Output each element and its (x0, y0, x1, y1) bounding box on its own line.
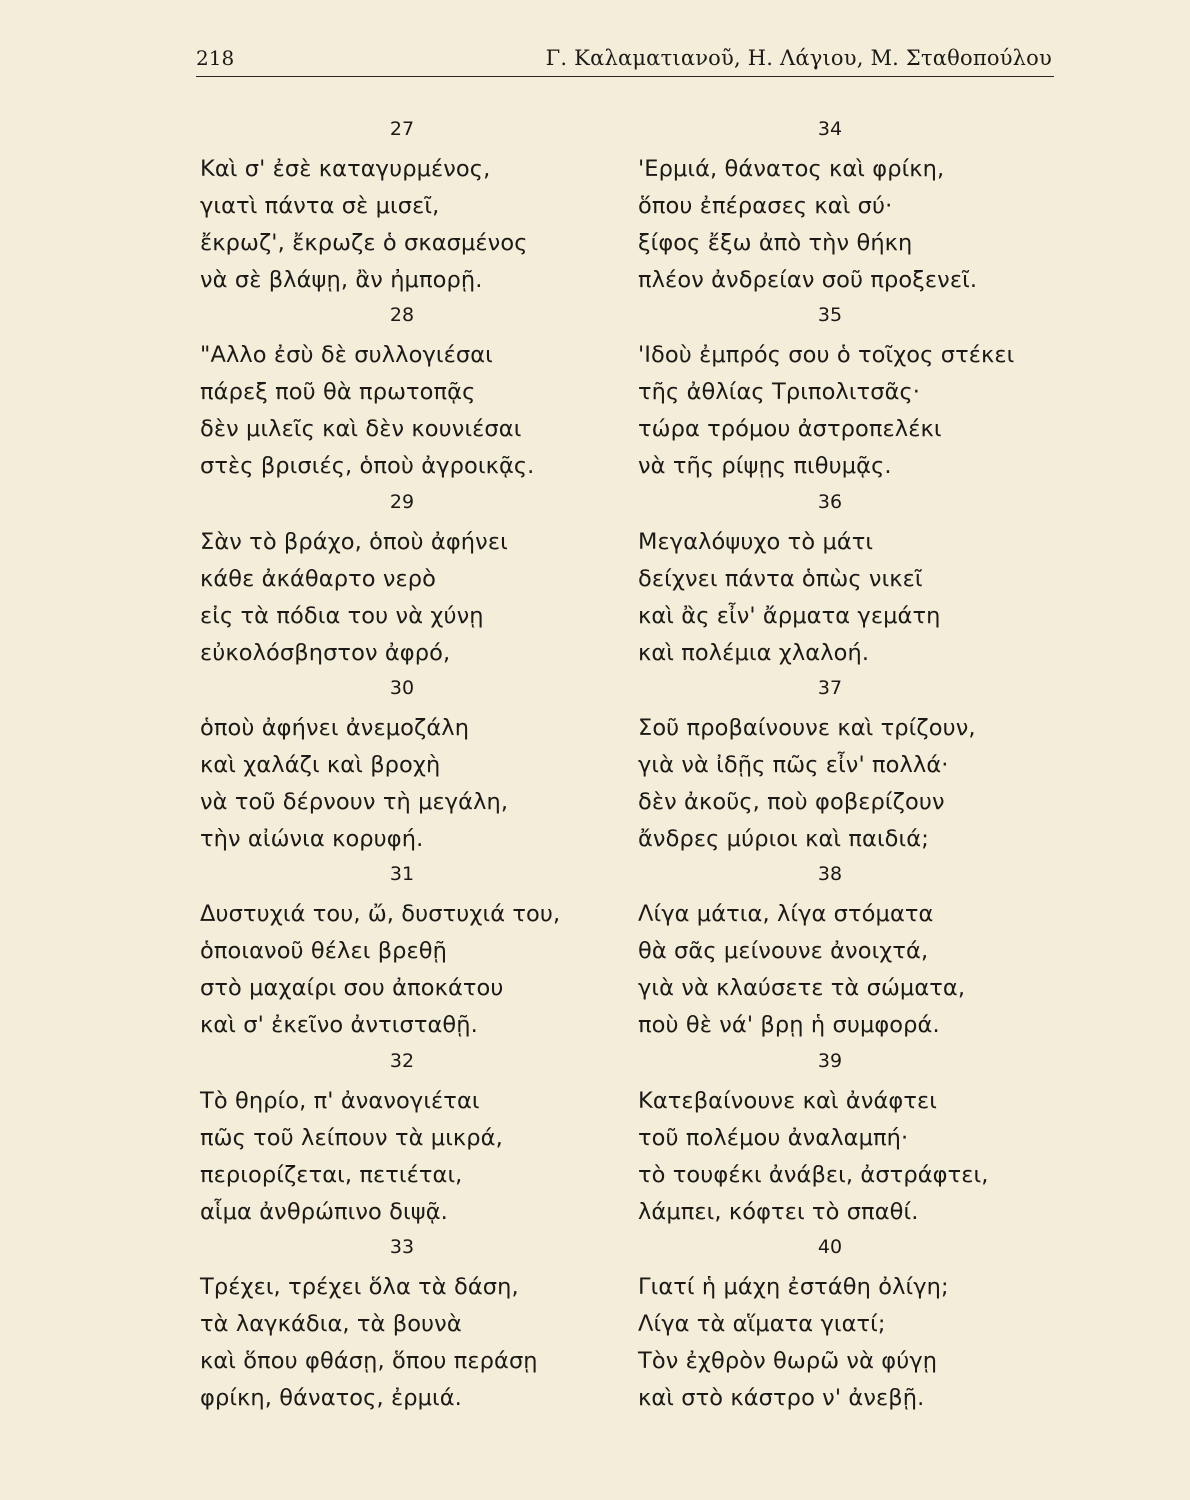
stanza-number: 33 (389, 1235, 415, 1258)
verse-line: πάρεξ ποῦ θὰ πρωτοπᾷς (200, 379, 476, 406)
stanza-number: 40 (817, 1235, 843, 1258)
stanza-number: 38 (817, 863, 843, 886)
verse-line: Τὸν ἐχθρὸν θωρῶ νὰ φύγῃ (638, 1347, 938, 1374)
verse-line: Σὰν τὸ βράχο, ὁποὺ ἀφήνει (200, 528, 508, 555)
verse-line: θὰ σᾶς μείνουνε ἀνοιχτά, (638, 938, 929, 965)
verse-line: τὰ λαγκάδια, τὰ βουνὰ (200, 1310, 462, 1337)
verse-line: τὴν αἰώνια κορυφή. (200, 825, 424, 852)
verse-line: καὶ ὅπου φθάσῃ, ὅπου περάσῃ (200, 1347, 538, 1374)
verse-line: ἄνδρες μύριοι καὶ παιδιά; (638, 825, 929, 852)
verse-line: ἔκρωζ', ἔκρωζε ὁ σκασμένος (200, 230, 528, 256)
verse-line: νὰ τοῦ δέρνουν τὴ μεγάλη, (200, 788, 509, 815)
verse-line: λάμπει, κόφτει τὸ σπαθί. (638, 1198, 919, 1225)
verse-line: αἷμα ἀνθρώπινο διψᾷ. (200, 1198, 448, 1225)
verse-line: εὐκολόσβηστον ἀφρό, (200, 639, 451, 666)
verse-line: δὲν ἀκοῦς, ποὺ φοβερίζουν (638, 788, 945, 815)
verse-line: Γιατί ἡ μάχη ἐστάθη ὀλίγη; (638, 1273, 949, 1300)
stanza-number: 31 (389, 863, 415, 886)
verse-line: Μεγαλόψυχο τὸ μάτι (638, 528, 874, 555)
verse-line: δείχνει πάντα ὁπὼς νικεῖ (638, 565, 923, 592)
stanza-number: 27 (389, 118, 415, 140)
stanza-number: 28 (389, 304, 415, 327)
verse-line: Σοῦ προβαίνουνε καὶ τρίζουν, (638, 714, 976, 741)
verse-line: κάθε ἀκάθαρτο νερὸ (200, 565, 437, 592)
verse-line: Λίγα τὰ αἵματα γιατί; (638, 1310, 886, 1337)
verse-line: Καὶ σ' ἐσὲ καταγυρμένος, (200, 156, 491, 182)
stanza-number: 37 (817, 676, 843, 699)
verse-line: Δυστυχιά του, ὤ, δυστυχιά του, (200, 901, 561, 928)
verse-line: τὸ τουφέκι ἀνάβει, ἀστράφτει, (638, 1161, 989, 1188)
stanza-number: 32 (389, 1049, 415, 1072)
verse-line: πλέον ἀνδρείαν σοῦ προξενεῖ. (638, 267, 978, 293)
stanza-number: 39 (817, 1049, 843, 1072)
verse-line: εἰς τὰ πόδια του νὰ χύνῃ (200, 602, 484, 629)
running-title: Γ. Καλαματιανοῦ, Η. Λάγιου, Μ. Σταθοπούλου (545, 46, 1052, 70)
verse-line: καὶ σ' ἐκεῖνο ἀντισταθῇ. (200, 1012, 478, 1039)
verse-line: ὁποὺ ἀφήνει ἀνεμοζάλη (200, 714, 470, 741)
verse-line: περιορίζεται, πετιέται, (200, 1161, 463, 1188)
stanza-number: 29 (389, 490, 415, 513)
verse-line: ποὺ θὲ νά' βρῃ ἡ συμφορά. (638, 1012, 940, 1039)
verse-line: γιὰ νὰ κλαύσετε τὰ σώματα, (638, 975, 966, 1002)
verse-line: Τρέχει, τρέχει ὅλα τὰ δάση, (200, 1273, 519, 1300)
verse-line: τοῦ πολέμου ἀναλαμπή· (638, 1124, 909, 1151)
verse-line: δὲν μιλεῖς καὶ δὲν κουνιέσαι (200, 416, 522, 443)
verse-line: καὶ πολέμια χλαλοή. (638, 639, 870, 666)
verse-line: Κατεβαίνουνε καὶ ἀνάφτει (638, 1087, 937, 1114)
verse-line: νὰ σὲ βλάψῃ, ἂν ἠμπορῇ. (200, 267, 483, 293)
verse-line: πῶς τοῦ λείπουν τὰ μικρά, (200, 1124, 503, 1151)
verse-line: καὶ ἂς εἶν' ἄρματα γεμάτη (638, 602, 941, 629)
stanza-number: 35 (817, 304, 843, 327)
page-header (196, 42, 1054, 77)
verse-line: ξίφος ἔξω ἀπὸ τὴν θήκη (638, 230, 913, 256)
verse-line: καὶ στὸ κάστρο ν' ἀνεβῇ. (638, 1384, 925, 1411)
verse-line: τώρα τρόμου ἀστροπελέκι (638, 416, 942, 443)
verse-line: νὰ τῆς ρίψῃς πιθυμᾷς. (638, 453, 892, 480)
page-number: 218 (196, 46, 235, 70)
verse-line: ὁποιανοῦ θέλει βρεθῇ (200, 938, 448, 965)
verse-line: ὅπου ἐπέρασες καὶ σύ· (638, 193, 893, 219)
verse-line: 'Ιδοὺ ἐμπρός σου ὁ τοῖχος στέκει (638, 342, 1015, 369)
verse-line: στὸ μαχαίρι σου ἀποκάτου (200, 975, 504, 1002)
verse-line: "Αλλο ἐσὺ δὲ συλλογιέσαι (200, 342, 493, 369)
verse-line: γιὰ νὰ ἰδῇς πῶς εἶν' πολλά· (638, 751, 949, 778)
stanza-number: 34 (817, 118, 843, 140)
verse-line: τῆς ἀθλίας Τριπολιτσᾶς· (638, 379, 921, 406)
verse-line: φρίκη, θάνατος, ἐρμιά. (200, 1384, 462, 1411)
verse-line: γιατὶ πάντα σὲ μισεῖ, (200, 193, 440, 219)
verse-line: στὲς βρισιές, ὁποὺ ἀγροικᾷς. (200, 453, 535, 480)
stanza-number: 30 (389, 676, 415, 699)
verse-line: καὶ χαλάζι καὶ βροχὴ (200, 751, 441, 778)
verse-line: 'Ερμιά, θάνατος καὶ φρίκη, (638, 156, 945, 182)
verse-line: Τὸ θηρίο, π' ἀνανογιέται (200, 1087, 480, 1114)
verse-line: Λίγα μάτια, λίγα στόματα (638, 901, 934, 928)
stanza-number: 36 (817, 490, 843, 513)
